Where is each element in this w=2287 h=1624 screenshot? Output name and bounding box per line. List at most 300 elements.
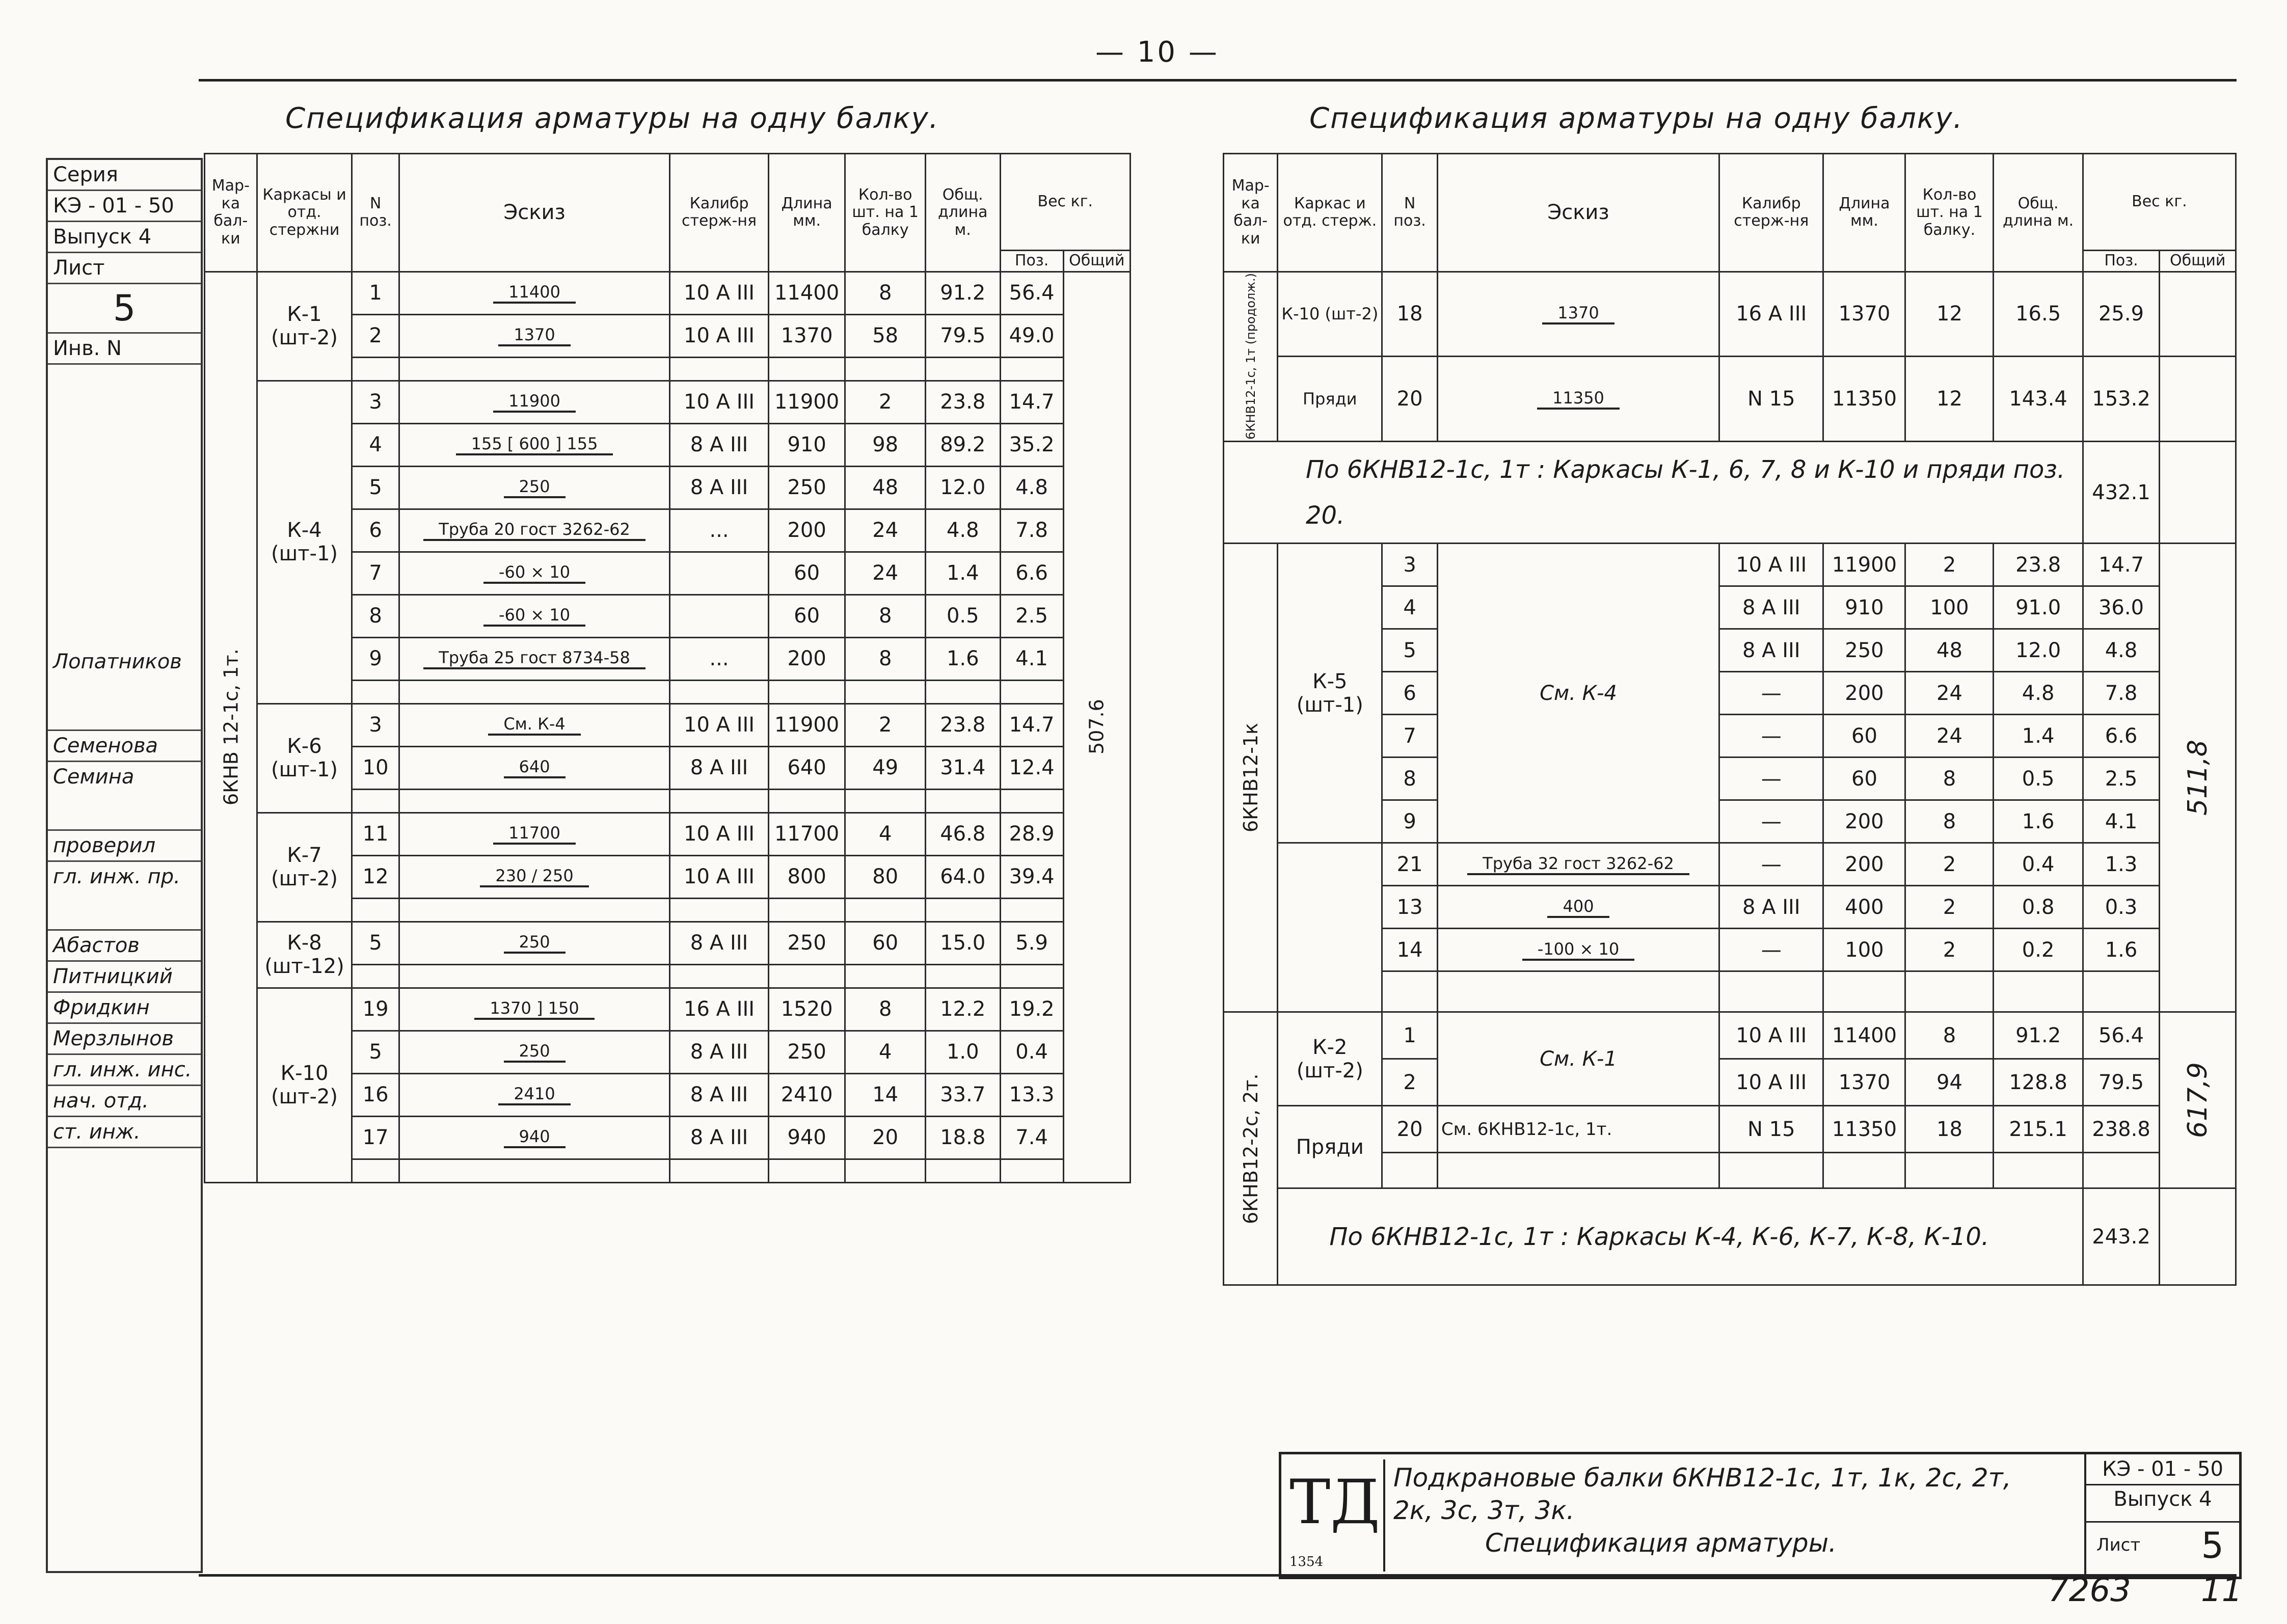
length-cell: 250 [1823, 629, 1905, 672]
length-cell: 11350 [1823, 1106, 1905, 1153]
caliber-cell: — [1719, 757, 1823, 800]
sketch-label: 400 [1547, 897, 1609, 918]
total-length-cell: 91.2 [1994, 1012, 2083, 1059]
length-cell: 800 [768, 855, 845, 898]
empty-cell [1000, 1159, 1063, 1182]
pos-cell: 6 [1382, 672, 1438, 715]
caliber-cell: 8 А III [670, 922, 769, 964]
frame-label: К-2 [1312, 1035, 1348, 1059]
sketch-label: Труба 25 гост 8734-58 [423, 648, 645, 669]
frame-label: К-10 [280, 1062, 329, 1085]
sketch-see-reference: См. К-1 [1437, 1012, 1719, 1106]
total-length-cell: 79.5 [925, 314, 1000, 357]
count-cell: 14 [845, 1073, 926, 1116]
sketch-cell [399, 1031, 669, 1073]
empty-cell [2160, 1188, 2236, 1285]
length-cell: 940 [768, 1116, 845, 1159]
weight-pos-cell: 1.6 [2083, 929, 2160, 971]
beam-mark: 6КНВ 12-1с, 1т. [205, 272, 257, 1182]
beam-mark: 6КНВ12-1к [1224, 544, 1278, 1012]
frame-name [257, 272, 352, 381]
caliber-cell: 10 А III [670, 381, 769, 423]
pos-cell: 6 [352, 509, 399, 552]
caliber-cell: — [1719, 843, 1823, 886]
pos-cell: 21 [1382, 843, 1438, 886]
empty-cell [399, 898, 669, 922]
weight-pos-cell: 2.5 [1000, 594, 1063, 637]
pos-cell: 5 [1382, 629, 1438, 672]
total-length-cell: 128.8 [1994, 1059, 2083, 1106]
count-cell: 48 [1905, 629, 1994, 672]
frame-name: Пряди [1278, 357, 1382, 442]
col-frame: Каркас и отд. стерж. [1278, 154, 1382, 272]
count-cell: 8 [1905, 800, 1994, 843]
beam-mark: 6КНВ12-1с, 1т (продолж.) [1224, 272, 1278, 442]
sketch-label: 640 [504, 757, 566, 778]
weight-pos-cell: 7.8 [1000, 509, 1063, 552]
length-cell: 11400 [768, 272, 845, 314]
count-cell: 2 [1905, 886, 1994, 929]
caliber-cell: 8 А III [1719, 886, 1823, 929]
pos-cell: 3 [1382, 544, 1438, 586]
frame-name: Пряди [1278, 1106, 1382, 1188]
weight-pos-cell: 4.8 [2083, 629, 2160, 672]
pos-cell: 2 [1382, 1059, 1438, 1106]
total-length-cell: 4.8 [1994, 672, 2083, 715]
inventory-label: Инв. N [48, 334, 201, 365]
col-length: Длина мм. [1823, 154, 1905, 272]
weight-pos-cell: 13.3 [1000, 1073, 1063, 1116]
sketch-label: -60 × 10 [483, 562, 585, 584]
empty-cell [845, 898, 926, 922]
sketch-cell [399, 381, 669, 423]
empty-cell [845, 680, 926, 703]
sketch-cell [399, 594, 669, 637]
pos-cell: 20 [1382, 1106, 1438, 1153]
col-weight: Вес кг. [1000, 154, 1130, 251]
pos-cell: 17 [352, 1116, 399, 1159]
sketch-label: 11700 [493, 823, 576, 845]
frame-label: К-5 [1312, 669, 1348, 693]
total-length-cell: 31.4 [925, 746, 1000, 789]
table-row [205, 703, 1131, 746]
sketch-label: -60 × 10 [483, 605, 585, 627]
sketch-label: -100 × 10 [1522, 939, 1635, 961]
empty-cell [1823, 971, 1905, 1012]
empty-cell [845, 789, 926, 813]
empty-cell [2083, 1153, 2160, 1188]
length-cell: 1370 [1823, 1059, 1905, 1106]
caliber-cell: 16 А III [670, 988, 769, 1031]
count-cell: 18 [1905, 1106, 1994, 1153]
weight-pos-cell: 12.4 [1000, 746, 1063, 789]
page-number: — 10 — [1095, 36, 1219, 69]
length-cell: 11900 [768, 381, 845, 423]
length-cell: 200 [1823, 672, 1905, 715]
title-line-1: Подкрановые балки 6КНВ12-1с, 1т, 1к, 2с, 2т, [1393, 1463, 2011, 1493]
empty-cell [845, 1159, 926, 1182]
table-row [205, 813, 1131, 855]
empty-cell [768, 964, 845, 988]
table-row [1224, 1012, 2236, 1059]
frame-name [257, 381, 352, 703]
sketch-label: 250 [504, 932, 566, 954]
col-weight: Вес кг. [2083, 154, 2236, 251]
length-cell: 1370 [768, 314, 845, 357]
weight-pos-cell: 14.7 [1000, 381, 1063, 423]
length-cell: 11900 [768, 703, 845, 746]
total-length-cell: 1.0 [925, 1031, 1000, 1073]
count-cell: 8 [845, 272, 926, 314]
stamp-column [46, 158, 203, 1573]
frame-qty: (шт-2) [271, 326, 338, 349]
length-cell: 100 [1823, 929, 1905, 971]
caliber-cell: 10 А III [1719, 1012, 1823, 1059]
weight-pos-cell: 25.9 [2083, 272, 2160, 357]
col-length: Длина мм. [768, 154, 845, 272]
caliber-cell: 8 А III [670, 1116, 769, 1159]
weight-pos-cell: 35.2 [1000, 423, 1063, 466]
pos-cell: 7 [352, 552, 399, 594]
total-length-cell: 0.8 [1994, 886, 2083, 929]
pos-cell: 19 [352, 988, 399, 1031]
beam-total-weight: 507.6 [1063, 272, 1130, 1182]
pos-cell: 5 [352, 466, 399, 509]
count-cell: 24 [1905, 715, 1994, 757]
total-length-cell: 91.2 [925, 272, 1000, 314]
weight-pos-cell: 6.6 [1000, 552, 1063, 594]
total-length-cell: 143.4 [1994, 357, 2083, 442]
frame-label: К-1 [287, 303, 322, 326]
count-cell: 8 [1905, 757, 1994, 800]
count-cell: 8 [845, 988, 926, 1031]
sketch-cell [399, 509, 669, 552]
title-code-box [2084, 1454, 2239, 1577]
count-cell: 24 [845, 509, 926, 552]
length-cell: 250 [768, 1031, 845, 1073]
col-caliber: Калибр стерж-ня [1719, 154, 1823, 272]
count-cell: 60 [845, 922, 926, 964]
sketch-cell [1437, 272, 1719, 357]
frame-label: К-8 [287, 931, 322, 955]
note-text: По 6КНВ12-1с, 1т : Каркасы К-1, 6, 7, 8 и К-10 и пряди поз. 20. [1224, 442, 2083, 544]
sketch-cell [399, 855, 669, 898]
sketch-cell [399, 552, 669, 594]
empty-cell [670, 1159, 769, 1182]
col-count: Кол-во шт. на 1 балку [845, 154, 926, 272]
total-length-cell: 91.0 [1994, 586, 2083, 629]
pos-cell: 18 [1382, 272, 1438, 357]
frame-qty: (шт-1) [1296, 693, 1363, 717]
empty-cell [925, 789, 1000, 813]
caliber-cell: 8 А III [670, 1031, 769, 1073]
footer-sheet: 11 [2201, 1572, 2243, 1609]
sketch-label: 11400 [493, 282, 576, 304]
caliber-cell: N 15 [1719, 1106, 1823, 1153]
weight-pos-cell: 0.4 [1000, 1031, 1063, 1073]
caliber-cell: 8 А III [670, 746, 769, 789]
pos-cell: 9 [352, 637, 399, 680]
total-length-cell: 215.1 [1994, 1106, 2083, 1153]
caliber-cell: 16 А III [1719, 272, 1823, 357]
count-cell: 100 [1905, 586, 1994, 629]
total-length-cell: 18.8 [925, 1116, 1000, 1159]
table-row [205, 272, 1131, 314]
weight-pos-cell: 6.6 [2083, 715, 2160, 757]
signature-role: ст. инж. [48, 1117, 201, 1148]
sketch-label: 250 [504, 477, 566, 498]
empty-cell [925, 898, 1000, 922]
table-row [1224, 1188, 2236, 1285]
sketch-label: См. К-4 [488, 714, 580, 736]
caliber-cell: — [1719, 929, 1823, 971]
empty-cell [352, 964, 399, 988]
sketch-cell [399, 272, 669, 314]
empty-cell [925, 1159, 1000, 1182]
empty-cell [2160, 357, 2236, 442]
weight-pos-cell: 1.3 [2083, 843, 2160, 886]
table-row [1224, 843, 2236, 886]
length-cell: 60 [1823, 757, 1905, 800]
weight-pos-cell: 36.0 [2083, 586, 2160, 629]
col-pos: N поз. [352, 154, 399, 272]
frame-label: К-7 [287, 844, 322, 867]
empty-cell [1000, 357, 1063, 381]
pos-cell: 5 [352, 922, 399, 964]
weight-pos-cell: 5.9 [1000, 922, 1063, 964]
empty-cell [1905, 1153, 1994, 1188]
length-cell: 250 [768, 466, 845, 509]
title-sheet-row [2086, 1523, 2239, 1568]
caliber-cell: — [1719, 800, 1823, 843]
empty-cell [1000, 964, 1063, 988]
sketch-cell [399, 1116, 669, 1159]
sketch-cell [399, 988, 669, 1031]
col-weight-pos: Поз. [2083, 251, 2160, 272]
length-cell: 1370 [1823, 272, 1905, 357]
pos-cell: 5 [352, 1031, 399, 1073]
frame-qty: (шт-2) [271, 1085, 338, 1108]
length-cell: 11900 [1823, 544, 1905, 586]
empty-cell [399, 789, 669, 813]
col-beam-mark: Мар-ка бал-ки [205, 154, 257, 272]
pos-cell: 20 [1382, 357, 1438, 442]
total-length-cell: 16.5 [1994, 272, 2083, 357]
empty-cell [352, 1159, 399, 1182]
frame-qty: (шт-2) [271, 867, 338, 890]
signature-name: Фридкин [48, 993, 201, 1024]
total-length-cell: 1.6 [1994, 800, 2083, 843]
col-caliber: Калибр стерж-ня [670, 154, 769, 272]
pos-cell: 11 [352, 813, 399, 855]
empty-cell [1437, 971, 1719, 1012]
empty-cell [845, 357, 926, 381]
caliber-cell: 10 А III [1719, 1059, 1823, 1106]
empty-cell [768, 789, 845, 813]
weight-pos-cell: 0.3 [2083, 886, 2160, 929]
count-cell: 2 [1905, 544, 1994, 586]
weight-pos-cell: 2.5 [2083, 757, 2160, 800]
frame-empty [1278, 843, 1382, 1012]
note-total: 432.1 [2083, 442, 2160, 544]
caliber-cell: — [1719, 672, 1823, 715]
weight-pos-cell: 14.7 [2083, 544, 2160, 586]
length-cell: 910 [1823, 586, 1905, 629]
total-length-cell: 23.8 [925, 381, 1000, 423]
sketch-cell [399, 423, 669, 466]
frame-qty: (шт-12) [264, 955, 344, 978]
pos-cell: 4 [1382, 586, 1438, 629]
table-row [1224, 442, 2236, 544]
frame-label: К-4 [287, 519, 322, 542]
signature-name: проверил [48, 831, 201, 862]
logo-text: ТД [1289, 1467, 1380, 1538]
sketch-cell [399, 466, 669, 509]
pos-cell: 13 [1382, 886, 1438, 929]
weight-pos-cell: 7.8 [2083, 672, 2160, 715]
col-pos: N поз. [1382, 154, 1438, 272]
left-table-title: Спецификация арматуры на одну балку. [285, 102, 939, 135]
sheet-label: Лист [48, 253, 201, 284]
caliber-cell: 8 А III [1719, 586, 1823, 629]
count-cell: 12 [1905, 357, 1994, 442]
weight-pos-cell: 4.8 [1000, 466, 1063, 509]
left-spec-table [204, 153, 1131, 1183]
count-cell: 2 [1905, 843, 1994, 886]
empty-cell [1994, 971, 2083, 1012]
caliber-cell: 10 А III [670, 272, 769, 314]
caliber-cell: 8 А III [670, 466, 769, 509]
sketch-see-reference: См. К-4 [1437, 544, 1719, 843]
caliber-cell: 8 А III [1719, 629, 1823, 672]
empty-cell [399, 1159, 669, 1182]
col-total-length: Общ. длина м. [925, 154, 1000, 272]
sketch-cell [399, 746, 669, 789]
count-cell: 8 [845, 637, 926, 680]
sketch-cell: См. 6КНВ12-1с, 1т. [1437, 1106, 1719, 1153]
col-count: Кол-во шт. на 1 балку. [1905, 154, 1994, 272]
weight-pos-cell: 153.2 [2083, 357, 2160, 442]
col-weight-pos: Поз. [1000, 251, 1063, 272]
weight-pos-cell: 56.4 [2083, 1012, 2160, 1059]
pos-cell: 1 [1382, 1012, 1438, 1059]
sketch-label: 155 [ 600 ] 155 [456, 434, 613, 455]
title-sheet-label: Лист [2096, 1535, 2141, 1555]
empty-cell [768, 1159, 845, 1182]
empty-cell [1905, 971, 1994, 1012]
sketch-label: 11900 [493, 391, 576, 413]
table-row [1224, 272, 2236, 357]
frame-name [1278, 1012, 1382, 1106]
count-cell: 4 [845, 1031, 926, 1073]
count-cell: 24 [845, 552, 926, 594]
table-row [1224, 544, 2236, 586]
count-cell: 2 [845, 703, 926, 746]
sketch-label: 250 [504, 1041, 566, 1063]
empty-cell [925, 964, 1000, 988]
empty-cell [1719, 971, 1823, 1012]
pos-cell: 9 [1382, 800, 1438, 843]
caliber-cell: 8 А III [670, 423, 769, 466]
title-code: КЭ - 01 - 50 [2086, 1454, 2239, 1485]
empty-cell [1437, 1153, 1719, 1188]
issue-label: Выпуск 4 [48, 222, 201, 253]
beam-total-weight: 617,9 [2160, 1012, 2236, 1188]
length-cell: 2410 [768, 1073, 845, 1116]
empty-cell [1382, 971, 1438, 1012]
table-row [1224, 1106, 2236, 1153]
frame-qty: (шт-1) [271, 758, 338, 781]
length-cell: 910 [768, 423, 845, 466]
empty-cell [1382, 1153, 1438, 1188]
caliber-cell [670, 594, 769, 637]
pos-cell: 3 [352, 703, 399, 746]
count-cell: 24 [1905, 672, 1994, 715]
length-cell: 11400 [1823, 1012, 1905, 1059]
weight-pos-cell: 28.9 [1000, 813, 1063, 855]
series-code: КЭ - 01 - 50 [48, 191, 201, 222]
sketch-label: 1370 [1542, 303, 1614, 324]
empty-cell [670, 898, 769, 922]
pos-cell: 1 [352, 272, 399, 314]
total-length-cell: 12.0 [925, 466, 1000, 509]
empty-cell [768, 680, 845, 703]
count-cell: 58 [845, 314, 926, 357]
caliber-cell: N 15 [1719, 357, 1823, 442]
right-table-title: Спецификация арматуры на одну балку. [1309, 102, 1963, 135]
count-cell: 12 [1905, 272, 1994, 357]
beam-total-weight: 511,8 [2160, 544, 2236, 1012]
title-description [1393, 1461, 2011, 1559]
empty-cell [1000, 789, 1063, 813]
signature-name: Семенова [48, 731, 201, 762]
empty-cell [352, 680, 399, 703]
signature-role: гл. инж. инс. [48, 1055, 201, 1086]
length-cell: 60 [1823, 715, 1905, 757]
weight-pos-cell: 39.4 [1000, 855, 1063, 898]
footer-code: 7263 [2048, 1572, 2131, 1609]
length-cell: 400 [1823, 886, 1905, 929]
col-sketch: Эскиз [399, 154, 669, 272]
total-length-cell: 15.0 [925, 922, 1000, 964]
empty-cell [2160, 442, 2236, 544]
count-cell: 48 [845, 466, 926, 509]
pos-cell: 4 [352, 423, 399, 466]
length-cell: 250 [768, 922, 845, 964]
empty-cell [670, 680, 769, 703]
frame-name: К-10 (шт-2) [1278, 272, 1382, 357]
empty-cell [399, 964, 669, 988]
sketch-label: 2410 [498, 1084, 570, 1105]
pos-cell: 7 [1382, 715, 1438, 757]
weight-pos-cell: 14.7 [1000, 703, 1063, 746]
total-length-cell: 4.8 [925, 509, 1000, 552]
caliber-cell: 10 А III [1719, 544, 1823, 586]
frame-qty: (шт-2) [1296, 1059, 1363, 1082]
length-cell: 60 [768, 552, 845, 594]
total-length-cell: 0.2 [1994, 929, 2083, 971]
caliber-cell: 10 А III [670, 855, 769, 898]
count-cell: 4 [845, 813, 926, 855]
sketch-label: 940 [504, 1127, 566, 1148]
right-spec-table [1223, 153, 2237, 1286]
count-cell: 20 [845, 1116, 926, 1159]
sketch-label: 1370 [498, 325, 570, 346]
total-length-cell: 64.0 [925, 855, 1000, 898]
organization-logo [1286, 1459, 1385, 1572]
col-frame: Каркасы и отд. стержни [257, 154, 352, 272]
empty-cell [2160, 272, 2236, 357]
